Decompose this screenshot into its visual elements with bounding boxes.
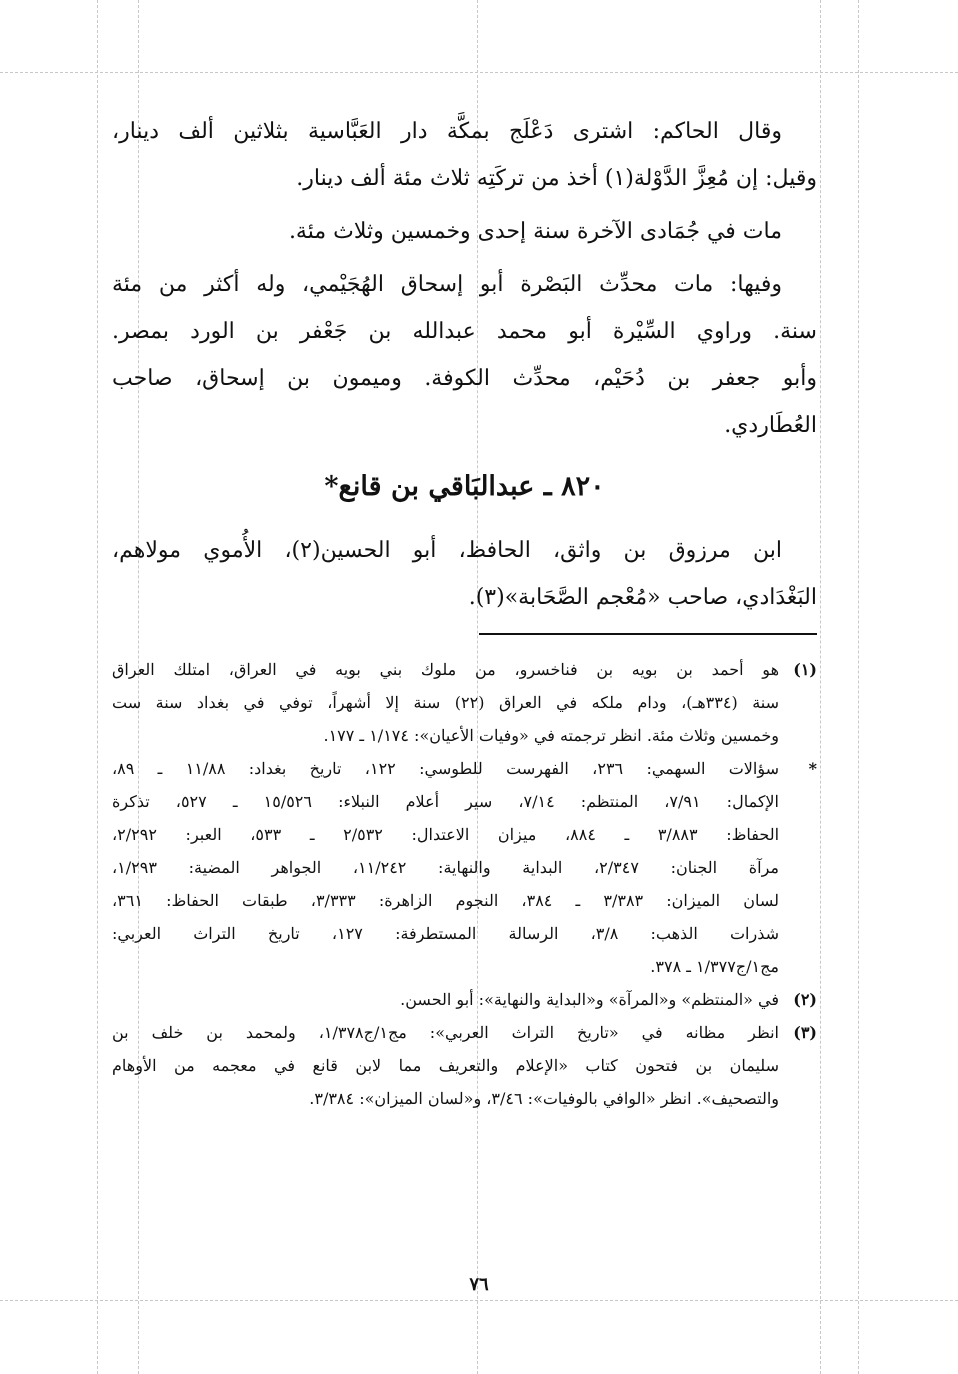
footnote-line: مج١/ج١/٣٧٧ ـ ٣٧٨.: [650, 957, 779, 976]
page-content: [112, 108, 817, 1115]
text-line: وقيل: إن مُعِزَّ الدَّوْلة(١) أخذ من تركَتِه ثلاث مئة ألف دينار.: [296, 166, 817, 191]
entry-text: [112, 527, 817, 621]
footnote-line: لسان الميزان: ٣/٣٨٣ ـ ٣٨٤، النجوم الزاهرة: ٣/٣٣٣، طبقات الحفاظ: ٣٦١،: [112, 891, 780, 910]
footnote-line: في «المنتظم» و«المرآة» و«البداية والنهاية»: أبو الحسن.: [400, 990, 779, 1009]
footnote-line: الحفاظ: ٣/٨٨٣ ـ ٨٨٤، ميزان الاعتدال: ٢/٥٣٢ ـ ٥٣٣، العبر: ٢/٢٩٢،: [112, 825, 780, 844]
footnote: [112, 983, 817, 1016]
paragraph: [112, 208, 817, 255]
footnote: [112, 752, 817, 983]
text-line: مات في جُمَادى الآخرة سنة إحدى وخمسين وثلاث مئة.: [288, 219, 782, 244]
footnote-separator: [479, 633, 817, 635]
footnote-mark: (١): [793, 660, 817, 679]
footnote-line: وخمسين وثلاث مئة. انظر ترجمته في «وفيات الأعيان»: ١/١٧٤ ـ ١٧٧.: [323, 726, 779, 745]
guide-line: [820, 0, 821, 1374]
text-line: وقال الحاكم: اشترى دَعْلَج بمكَّة دار العَبَّاسية بثلاثين ألف دينار،: [112, 119, 782, 144]
paragraph: [112, 108, 817, 202]
footnote-line: والتصحيف». انظر «الوافي بالوفيات»: ٣/٤٦، و«لسان الميزان»: ٣/٣٨٤.: [309, 1089, 779, 1108]
footnote-line: انظر مظانه في «تاريخ التراث العربي»: مج١/ج١/٣٧٨، ولمحمد بن خلف بن: [112, 1023, 779, 1042]
text-line: ابن مرزوق بن واثق، الحافظ، أبو الحسين(٢)، الأُموي مولاهم،: [112, 538, 782, 563]
text-line: العُطَاردي.: [724, 413, 817, 438]
text-line: البَغْدَادي، صاحب «مُعْجم الصَّحَابة»(٣).: [468, 585, 817, 610]
guide-line: [97, 0, 98, 1374]
footnote-mark: (٢): [793, 990, 817, 1009]
footnote-mark: *: [808, 759, 817, 778]
guide-line: [0, 72, 958, 73]
footnote-line: شذرات الذهب: ٣/٨، الرسالة المستطرفة: ١٢٧، تاريخ التراث العربي:: [112, 924, 780, 943]
footnote: [112, 1016, 817, 1115]
footnote-line: سليمان بن فتحون كتاب «الإعلام والتعريف مما لابن قانع في معجمه من الأوهام: [112, 1056, 779, 1075]
guide-line: [0, 1300, 958, 1301]
footnote-line: سؤالات السهمي: ٢٣٦، الفهرست للطوسي: ١٢٢، تاريخ بغداد: ١١/٨٨ ـ ٨٩،: [112, 759, 780, 778]
footnote-line: الإكمال: ٧/٩١، المنتظم: ٧/١٤، سير أعلام النبلاء: ١٥/٥٢٦ ـ ٥٢٧، تذكرة: [112, 792, 780, 811]
text-line: وفيها: مات محدِّث البَصْرة أبو إسحاق الهُجَيْمي، وله أكثر من مئة: [112, 272, 782, 297]
page-number: ٧٦: [469, 1274, 489, 1295]
footnote-line: هو أحمد بن بويه بن فناخسرو، من ملوك بني بويه في العراق، امتلك العراق: [112, 660, 780, 679]
guide-line: [858, 0, 859, 1374]
paragraph: [112, 261, 817, 449]
text-line: وأبو جعفر بن دُحَيْم، محدِّث الكوفة. وميمون بن إسحاق، صاحب: [112, 366, 817, 391]
entry-heading: ٨٢٠ ـ عبدالبَاقي بن قانع*: [324, 471, 605, 502]
text-line: سنة. وراوي السِّيْرة أبو محمد عبدالله بن جَعْفر بن الورد بمصر.: [112, 319, 817, 344]
footnote-line: مرآة الجنان: ٢/٣٤٧، البداية والنهاية: ١١/٢٤٢، الجواهر المضية: ١/٢٩٣،: [112, 858, 779, 877]
footnote: [112, 653, 817, 752]
footnote-mark: (٣): [793, 1023, 817, 1042]
footnote-line: سنة (٣٣٤هـ)، ودام ملكه في العراق (٢٢) سنة إلا أشهراً، توفي في بغداد سنة ست: [112, 693, 780, 712]
